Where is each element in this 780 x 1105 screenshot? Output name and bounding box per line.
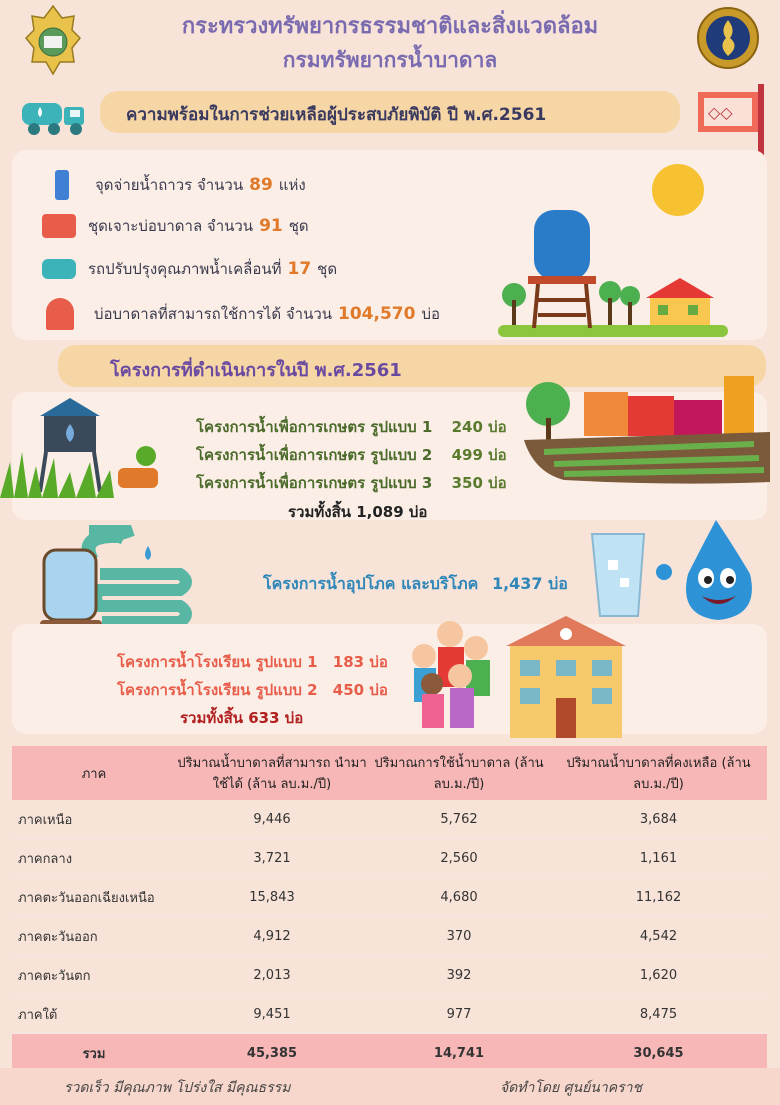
stat-value: 91	[259, 216, 283, 236]
footer-credit: จัดทำโดย ศูนย์นาคราช	[500, 1080, 642, 1096]
consumption-row	[263, 572, 568, 597]
table-row	[12, 839, 767, 878]
cell-remaining: 1,161	[550, 839, 767, 878]
agri-total: รวมทั้งสิ้น 1,089 บ่อ	[288, 503, 428, 521]
cell-region: ภาคตะวันออก	[12, 917, 176, 956]
cell-available: 4,912	[176, 917, 368, 956]
well-icon	[46, 298, 74, 330]
cell-remaining: 8,475	[550, 995, 767, 1034]
cell-available: 15,843	[176, 878, 368, 917]
cell-total-label: รวม	[12, 1034, 176, 1073]
footer-slogan: รวดเร็ว มีคุณภาพ โปร่งใส มีคุณธรรม	[64, 1080, 291, 1096]
school-value: 450 บ่อ	[332, 681, 388, 699]
stat-unit: แห่ง	[278, 176, 306, 194]
cell-region: ภาคตะวันออกเฉียงเหนือ	[12, 878, 176, 917]
stat-row-mobile-units	[42, 257, 337, 281]
table-total-row	[12, 1034, 767, 1073]
consumption-label: โครงการน้ำอุปโภค และบริโภค	[263, 574, 479, 593]
cell-available: 9,446	[176, 800, 368, 839]
drilling-truck-icon	[42, 214, 76, 238]
consumption-value: 1,437 บ่อ	[491, 574, 568, 593]
table-row	[12, 878, 767, 917]
school-label: โครงการน้ำโรงเรียน รูปแบบ 1	[117, 653, 318, 671]
agri-row-3	[196, 471, 507, 495]
farm-city-illustration-icon	[524, 374, 770, 484]
agri-row-2	[196, 443, 507, 467]
table-row	[12, 800, 767, 839]
stat-label: ชุดเจาะบ่อบาดาล จำนวน	[88, 217, 254, 235]
cell-usage: 977	[368, 995, 550, 1034]
col-header-usage: ปริมาณการใช้น้ำบาดาล (ล้าน ลบ.ม./ปี)	[368, 746, 550, 800]
col-header-available: ปริมาณน้ำบาดาลที่สามารถ นำมาใช้ได้ (ล้าน ลบ.ม./ปี)	[176, 746, 368, 800]
cell-usage: 392	[368, 956, 550, 995]
cell-available: 2,013	[176, 956, 368, 995]
cell-region: ภาคกลาง	[12, 839, 176, 878]
cell-total-usage: 14,741	[368, 1034, 550, 1073]
school-row-1	[117, 650, 388, 674]
water-tower-illustration-icon	[498, 160, 728, 340]
stat-value: 89	[249, 175, 273, 195]
flag-symbol: ◇◇	[708, 103, 733, 122]
stat-label: รถปรับปรุงคุณภาพน้ำเคลื่อนที่	[88, 260, 282, 278]
stat-label: บ่อบาดาลที่สามารถใช้การได้ จำนวน	[94, 305, 333, 323]
school-total: รวมทั้งสิ้น 633 บ่อ	[180, 709, 304, 727]
agri-value: 499 บ่อ	[451, 446, 507, 464]
stat-label: จุดจ่ายน้ำถาวร จำนวน	[95, 176, 244, 194]
school-label: โครงการน้ำโรงเรียน รูปแบบ 2	[117, 681, 318, 699]
agri-label: โครงการน้ำเพื่อการเกษตร รูปแบบ 3	[196, 474, 433, 492]
water-truck-icon	[20, 95, 90, 137]
agri-value: 240 บ่อ	[451, 418, 507, 436]
agri-row-1	[196, 415, 507, 439]
cell-region: ภาคเหนือ	[12, 800, 176, 839]
readiness-title: ความพร้อมในการช่วยเหลือผู้ประสบภัยพิบัติ ปี พ.ศ.2561	[126, 105, 547, 125]
children-school-illustration-icon	[396, 612, 636, 742]
col-header-remaining: ปริมาณน้ำบาดาลที่คงเหลือ (ล้าน ลบ.ม./ปี)	[550, 746, 767, 800]
stat-row-drilling-sets	[42, 214, 309, 238]
department-title: กรมทรัพยากรน้ำบาดาล	[282, 48, 498, 72]
stat-value: 17	[287, 259, 312, 279]
cell-region: ภาคใต้	[12, 995, 176, 1034]
stat-value: 104,570	[338, 304, 416, 324]
col-header-region: ภาค	[12, 746, 176, 800]
cell-usage: 5,762	[368, 800, 550, 839]
cell-available: 9,451	[176, 995, 368, 1034]
cell-total-available: 45,385	[176, 1034, 368, 1073]
school-value: 183 บ่อ	[332, 653, 388, 671]
cell-region: ภาคตะวันตก	[12, 956, 176, 995]
mobile-water-truck-icon	[42, 259, 76, 279]
stat-row-usable-wells	[46, 298, 440, 330]
table-row	[12, 995, 767, 1034]
cell-total-remaining: 30,645	[550, 1034, 767, 1073]
department-seal-icon	[696, 6, 760, 70]
cell-remaining: 11,162	[550, 878, 767, 917]
table-row	[12, 917, 767, 956]
ministry-title: กระทรวงทรัพยากรธรรมชาติและสิ่งแวดล้อม	[181, 14, 599, 39]
cell-remaining: 3,684	[550, 800, 767, 839]
pipe-water-jug-icon	[40, 520, 200, 638]
stat-row-water-points	[55, 170, 306, 200]
cell-remaining: 1,620	[550, 956, 767, 995]
projects-title: โครงการที่ดำเนินการในปี พ.ศ.2561	[110, 360, 402, 381]
cell-usage: 4,680	[368, 878, 550, 917]
cell-usage: 370	[368, 917, 550, 956]
table-header-row	[12, 746, 767, 800]
cell-remaining: 4,542	[550, 917, 767, 956]
water-dispenser-icon	[55, 170, 69, 200]
agri-label: โครงการน้ำเพื่อการเกษตร รูปแบบ 2	[196, 446, 433, 464]
cell-usage: 2,560	[368, 839, 550, 878]
stat-unit: ชุด	[317, 260, 338, 278]
agri-value: 350 บ่อ	[451, 474, 507, 492]
agri-label: โครงการน้ำเพื่อการเกษตร รูปแบบ 1	[196, 418, 433, 436]
stat-unit: บ่อ	[421, 305, 440, 323]
school-row-2	[117, 678, 388, 702]
table-row	[12, 956, 767, 995]
cell-available: 3,721	[176, 839, 368, 878]
groundwater-table	[12, 746, 767, 1073]
stat-unit: ชุด	[288, 217, 309, 235]
water-tank-grass-icon	[0, 392, 190, 502]
